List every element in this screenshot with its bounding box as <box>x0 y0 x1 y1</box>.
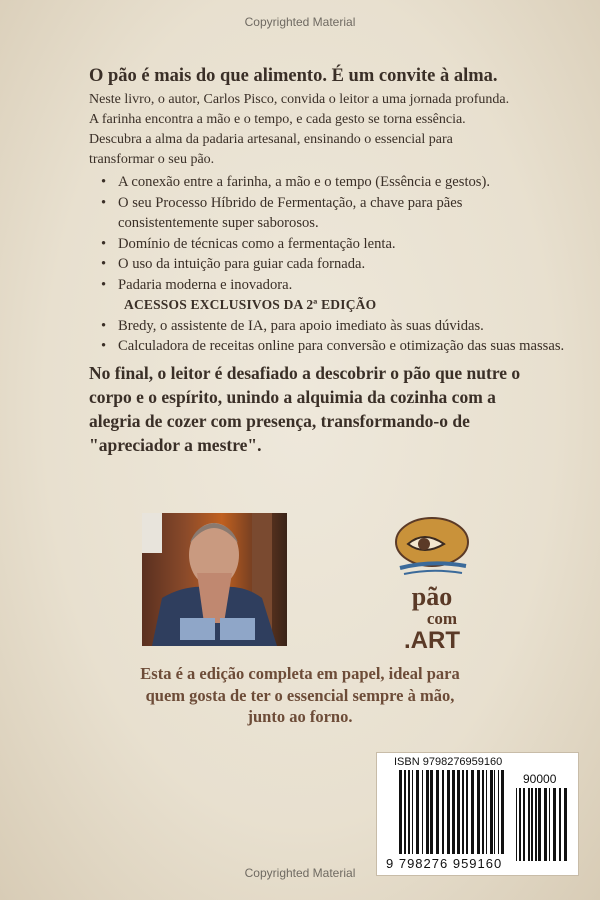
description-column <box>89 64 594 457</box>
barcode-bar <box>494 770 495 854</box>
subheading: ACESSOS EXCLUSIVOS DA 2ª EDIÇÃO <box>124 297 377 312</box>
barcode-bar <box>553 788 556 861</box>
feature-list <box>89 172 580 357</box>
barcode-bar <box>416 770 419 854</box>
closing-paragraph: No final, o leitor é desafiado a descobrir o pão que nutre o corpo e o espírito, unindo a alquimia da cozinha com a alegria de cozer com presença, transformando-o de "apreciador a mestre". <box>89 362 521 455</box>
barcode-bar <box>523 788 525 861</box>
barcode-bar <box>486 770 487 854</box>
barcode-bar <box>412 770 413 854</box>
barcode-bar <box>531 788 533 861</box>
logo-text-com: com <box>426 609 458 629</box>
barcode-bar <box>408 770 410 854</box>
barcode-bar <box>457 770 460 854</box>
barcode-bar <box>564 788 567 861</box>
heading: O pão é mais do que alimento. É um convite à alma. <box>89 66 498 86</box>
barcode-bar <box>442 770 444 854</box>
intro-line: A farinha encontra a mão e o tempo, e cada gesto se torna essência. <box>89 112 466 127</box>
edition-note: Esta é a edição completa em papel, ideal para quem gosta de ter o essencial sempre à mão, junto ao forno. <box>140 664 460 726</box>
barcode-bar <box>519 788 521 861</box>
barcode-bar <box>422 770 423 854</box>
list-item: • O uso da intuição para guiar cada fornada. <box>100 254 580 275</box>
list-item: • Calculadora de receitas online para conversão e otimização das suas massas. <box>100 336 578 357</box>
barcode-bar <box>430 770 433 854</box>
logo-text-art: .ART <box>404 627 460 655</box>
barcode-bar <box>471 770 474 854</box>
barcode-bar <box>490 770 493 854</box>
barcode-bar <box>404 770 406 854</box>
barcode-bar <box>516 788 517 861</box>
barcode-bar <box>528 788 530 861</box>
list-item: • A conexão entre a farinha, a mão e o tempo (Essência e gestos). <box>100 172 580 193</box>
barcode-bar <box>426 770 429 854</box>
watermark-top: Copyrighted Material <box>244 15 356 29</box>
barcode-bar <box>477 770 480 854</box>
intro-paragraph <box>89 90 594 170</box>
bread-eye-icon <box>394 516 470 578</box>
barcode-bar <box>466 770 468 854</box>
barcode-bar <box>482 770 484 854</box>
isbn-label: ISBN 9798276959160 <box>394 756 503 768</box>
list-item: • Bredy, o assistente de IA, para apoio imediato às suas dúvidas. <box>100 316 580 337</box>
intro-line: transformar o seu pão. <box>89 152 215 167</box>
barcode-bar <box>399 770 402 854</box>
list-item: • Domínio de técnicas como a fermentação lenta. <box>100 234 580 255</box>
barcode-bar <box>538 788 541 861</box>
barcode-bar <box>462 770 464 854</box>
pao-com-art-logo <box>390 516 474 653</box>
intro-line: Descubra a alma da padaria artesanal, ensinando o essencial para <box>89 132 453 147</box>
barcode-bar <box>535 788 537 861</box>
watermark-bottom: Copyrighted Material <box>244 866 356 880</box>
logo-text-pao: pão <box>411 582 453 611</box>
isbn-barcode <box>376 752 579 876</box>
barcode-bar <box>498 770 499 854</box>
barcode-bar <box>447 770 450 854</box>
barcode-digits: 9 798276 959160 <box>386 856 503 871</box>
barcode-addon: 90000 <box>523 772 557 786</box>
barcode-bar <box>559 788 561 861</box>
intro-line: Neste livro, o autor, Carlos Pisco, convida o leitor a uma jornada profunda. <box>89 92 510 107</box>
author-photo <box>142 513 287 646</box>
barcode-bar <box>452 770 455 854</box>
barcode-bar <box>544 788 547 861</box>
list-item: • Padaria moderna e inovadora. <box>100 275 580 296</box>
barcode-bar <box>501 770 504 854</box>
barcode-bar <box>549 788 550 861</box>
list-item: • O seu Processo Híbrido de Fermentação, a chave para pães consistentemente super saborosos. <box>100 193 518 234</box>
barcode-bar <box>436 770 439 854</box>
